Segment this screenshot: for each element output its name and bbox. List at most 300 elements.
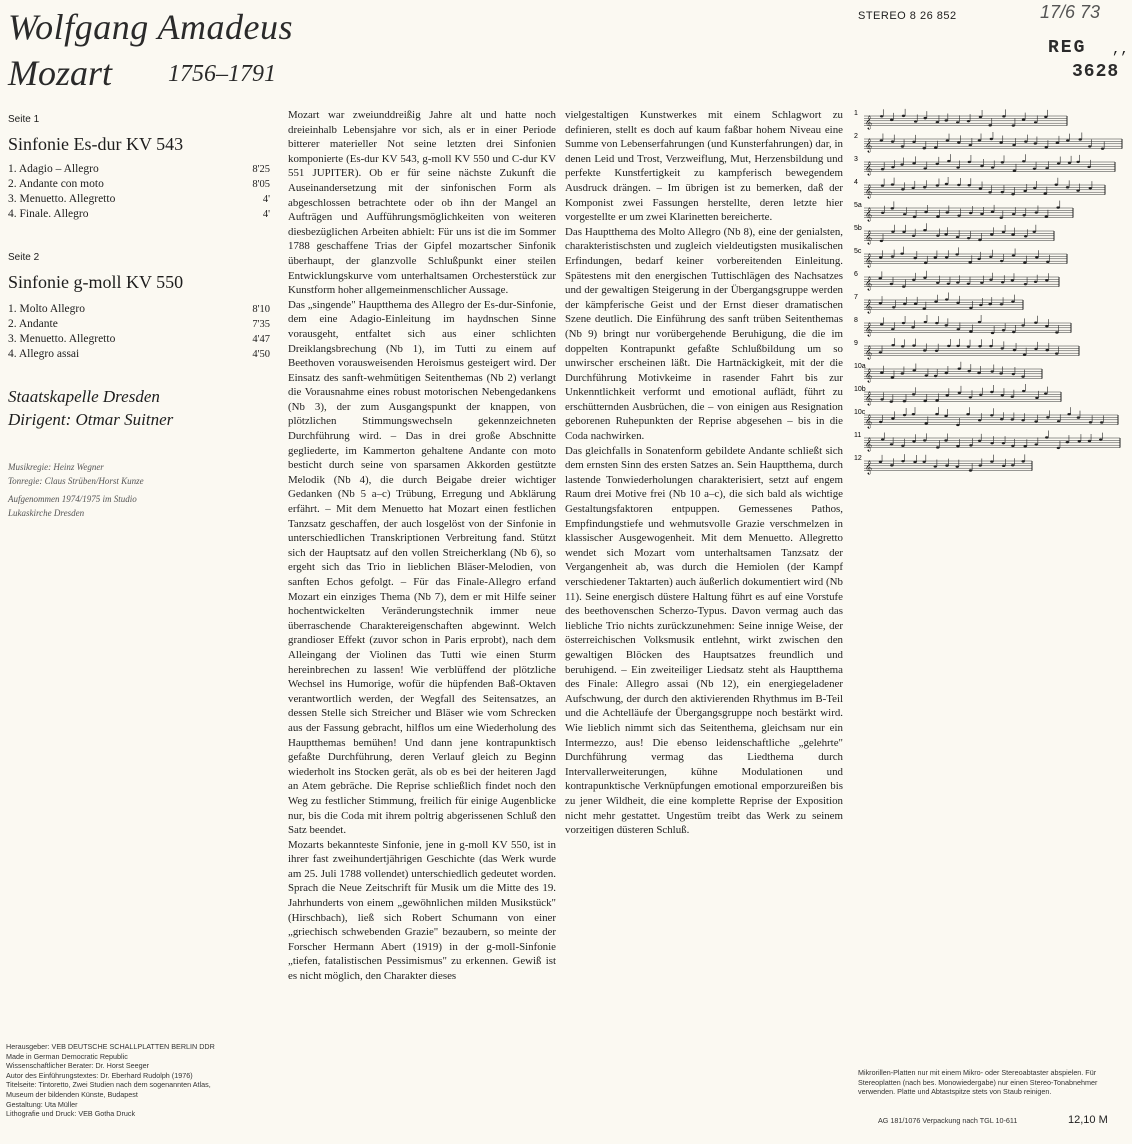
note-head: [969, 144, 972, 146]
note-head: [979, 394, 982, 396]
note-head: [936, 282, 939, 284]
note-head: [990, 370, 993, 372]
note-head: [957, 141, 960, 143]
note-head: [947, 345, 950, 347]
stamp-date: 17/6 73: [1040, 2, 1101, 22]
movement-duration: 8'10: [252, 304, 270, 315]
note-head: [956, 121, 959, 123]
note-head: [1056, 206, 1059, 208]
note-head: [1057, 420, 1060, 422]
note-head: [934, 147, 937, 149]
example-label: 12: [854, 455, 862, 462]
note-head: [891, 255, 894, 257]
note-head: [969, 444, 972, 446]
note-head: [989, 345, 992, 347]
note-head: [1034, 121, 1037, 123]
note-head: [879, 256, 882, 258]
note-head: [1044, 192, 1047, 194]
note-head: [1077, 416, 1080, 418]
note-head: [1013, 349, 1016, 351]
symphony-2-title: Sinfonie g-moll KV 550: [8, 272, 184, 292]
note-head: [955, 253, 958, 255]
note-head: [912, 235, 915, 237]
note-head: [1022, 160, 1025, 162]
music-examples: [852, 104, 1124, 480]
note-head: [880, 398, 883, 400]
note-head: [1021, 460, 1024, 462]
note-head: [902, 285, 905, 287]
note-head: [945, 298, 948, 300]
note-head: [945, 183, 948, 185]
note-head: [1035, 211, 1038, 213]
note-head: [934, 301, 937, 303]
catalog-number: STEREO 8 26 852: [858, 10, 957, 22]
example-label: 5c: [854, 248, 862, 255]
note-head: [1023, 190, 1026, 192]
note-head: [935, 399, 938, 401]
note-head: [1034, 420, 1037, 422]
note-head: [946, 211, 949, 213]
note-head: [891, 417, 894, 419]
note-head: [934, 375, 937, 377]
note-head: [1023, 354, 1026, 356]
note-head: [881, 184, 884, 186]
note-head: [1089, 421, 1092, 423]
note-head: [991, 166, 994, 168]
note-head: [1076, 161, 1079, 163]
music-example: [854, 454, 1032, 474]
note-head: [956, 281, 959, 283]
note-head: [989, 256, 992, 258]
note-head: [1035, 256, 1038, 258]
note-head: [978, 440, 981, 442]
note-head: [945, 119, 948, 121]
note-head: [958, 368, 961, 370]
note-head: [890, 400, 893, 402]
note-head: [936, 163, 939, 165]
composer-last-name: Mozart: [8, 53, 113, 93]
example-label: 10a: [854, 363, 866, 370]
note-head: [891, 140, 894, 142]
example-label: 6: [854, 271, 858, 278]
note-head: [980, 213, 983, 215]
note-head: [1088, 440, 1091, 442]
note-head: [890, 119, 893, 121]
note-head: [925, 422, 928, 424]
note-head: [923, 308, 926, 310]
note-head: [967, 345, 970, 347]
note-head: [1046, 349, 1049, 351]
note-head: [1099, 438, 1102, 440]
note-head: [967, 370, 970, 372]
note-head: [912, 440, 915, 442]
movement-name: 3. Menuetto. Allegretto: [8, 333, 116, 345]
note-head: [1012, 213, 1015, 215]
note-head: [979, 116, 982, 118]
note-head: [903, 400, 906, 402]
note-head: [880, 139, 883, 141]
movement-item: [8, 332, 270, 347]
note-head: [902, 231, 905, 233]
note-head: [1024, 445, 1027, 447]
music-example: [854, 315, 1071, 336]
stamp-number: 3628: [1072, 62, 1120, 82]
liner-paragraph: vielgestaltigen Kunstwerkes mit einem Schlagwort zu definieren, stellt es doch auf kaum faßbar hohem Niveau eine Summe von Lebenserfahrungen (und Kunsterfahrungen) dar, in denen Leid und Trost, Verzweiflung, Mut, Herzensbildung und perfekte Kunstfertigkeit zu kampferisch bewegendem Ausdruck drängen. – Im übrigen ist zu bemerken, daß der Komponist zwei Fassungen herstellte, deren letzte hier vorgestellte er um zwei Klarinetten bereicherte.: [565, 109, 843, 224]
note-head: [936, 446, 939, 448]
production-credits: [8, 460, 278, 488]
movement-duration: 8'25: [252, 164, 270, 175]
symphony-1-title: Sinfonie Es-dur KV 543: [8, 134, 184, 154]
note-head: [923, 400, 926, 402]
note-head: [925, 374, 928, 376]
note-head: [977, 372, 980, 374]
note-head: [924, 211, 927, 213]
clef-icon: 𝄞: [865, 230, 873, 244]
note-head: [903, 303, 906, 305]
note-head: [911, 187, 914, 189]
note-head: [1001, 347, 1004, 349]
note-head: [914, 120, 917, 122]
movement-duration: 4'47: [252, 334, 270, 345]
note-head: [1045, 146, 1048, 148]
note-head: [1089, 187, 1092, 189]
note-head: [1024, 140, 1027, 142]
note-head: [879, 461, 882, 463]
music-example: [854, 109, 1067, 129]
credit-line: Lukaskirche Dresden: [8, 508, 85, 518]
credit-line: Musikregie: Heinz Wegner: [8, 462, 104, 472]
note-head: [924, 262, 927, 264]
note-head: [957, 184, 960, 186]
note-head: [967, 283, 970, 285]
note-head: [990, 442, 993, 444]
clef-icon: 𝄞: [865, 322, 873, 336]
note-head: [923, 439, 926, 441]
note-head: [1012, 124, 1015, 126]
note-head: [913, 369, 916, 371]
note-head: [979, 187, 982, 189]
example-label: 10c: [854, 409, 866, 416]
note-head: [991, 211, 994, 213]
note-head: [991, 332, 994, 334]
note-head: [881, 438, 884, 440]
note-head: [879, 421, 882, 423]
clef-icon: 𝄞: [865, 391, 873, 405]
note-head: [989, 278, 992, 280]
example-label: 8: [854, 317, 858, 324]
note-head: [1034, 142, 1037, 144]
note-head: [969, 307, 972, 309]
note-head: [967, 237, 970, 239]
note-head: [880, 372, 883, 374]
note-head: [879, 351, 882, 353]
note-head: [901, 460, 904, 462]
movement-item: [8, 317, 270, 332]
note-head: [957, 328, 960, 330]
movement-duration: 7'35: [252, 319, 270, 330]
movement-name: 4. Allegro assai: [8, 348, 80, 360]
example-label: 11: [854, 432, 862, 439]
liner-paragraph: Mozart war zweiunddreißig Jahre alt und hatte noch dreieinhalb Lebensjahre vor sich, als er in einer Periode bitterer materieller Not seine letzten drei Sinfonien komponierte (Es-dur KV 543, g-moll KV 550 und C-dur KV 551 JUPITER). Ob er für seine nächste Zukunft die Auseinandersetzung mit der sinfonischen Form als abgeschlossen betrachtete oder ob ihn der Mangel an Aufträgen und Aufführungsmöglichkeiten von weiteren diesbezüglichen Arbeiten abhielt: Für uns ist die im Sommer 1788 geschaffene Trias der Gipfel mozartscher Sinfonik überhaupt, der glanzvolle Schlußpunkt einer steilen Entwicklungskurve vom unterhaltsamen Orchesterstück zur Kunstform hoher allgemeinmenschlicher Aussage.: [288, 109, 556, 297]
note-head: [1046, 261, 1049, 263]
orchestra-name: Staatskapelle Dresden: [8, 387, 160, 406]
clef-icon: 𝄞: [865, 184, 873, 198]
note-head: [923, 186, 926, 188]
note-head: [1045, 167, 1048, 169]
note-head: [956, 166, 959, 168]
note-head: [1087, 166, 1090, 168]
music-example: [854, 223, 1054, 244]
note-head: [944, 439, 947, 441]
note-head: [1000, 260, 1003, 262]
movement-item: [8, 162, 270, 177]
movement-name: 1. Adagio – Allegro: [8, 163, 99, 175]
note-head: [891, 183, 894, 185]
note-head: [1067, 413, 1070, 415]
publisher-line: Museum der bildenden Künste, Budapest: [6, 1089, 138, 1099]
music-example: [854, 132, 1122, 152]
note-head: [924, 117, 927, 119]
note-head: [900, 163, 903, 165]
note-head: [969, 396, 972, 398]
note-head: [1024, 283, 1027, 285]
note-head: [988, 303, 991, 305]
note-head: [936, 184, 939, 186]
conductor-name: Dirigent: Otmar Suitner: [8, 410, 174, 429]
note-head: [935, 350, 938, 352]
movement-item: [8, 207, 270, 222]
note-head: [879, 302, 882, 304]
note-head: [891, 230, 894, 232]
note-head: [945, 256, 948, 258]
example-label: 5a: [854, 202, 862, 209]
note-head: [1068, 162, 1071, 164]
note-head: [1100, 421, 1103, 423]
note-head: [980, 165, 983, 167]
note-head: [901, 345, 904, 347]
note-head: [1088, 145, 1091, 147]
composer-years: 1756–1791: [168, 61, 276, 87]
note-head: [958, 392, 961, 394]
clef-icon: 𝄞: [865, 299, 873, 313]
note-head: [903, 213, 906, 215]
note-head: [912, 162, 915, 164]
note-head: [1055, 184, 1058, 186]
note-head: [902, 322, 905, 324]
note-head: [979, 464, 982, 466]
note-head: [956, 424, 959, 426]
note-head: [944, 415, 947, 417]
example-label: 3: [854, 156, 858, 163]
note-head: [1011, 233, 1014, 235]
note-head: [879, 277, 882, 279]
note-head: [956, 236, 959, 238]
example-label: 9: [854, 340, 858, 347]
note-head: [1034, 281, 1037, 283]
note-head: [956, 445, 959, 447]
note-head: [891, 376, 894, 378]
note-head: [911, 326, 914, 328]
movement-duration: 8'05: [252, 179, 270, 190]
clef-icon: 𝄞: [865, 207, 873, 221]
example-label: 4: [854, 179, 858, 186]
note-head: [1001, 281, 1004, 283]
note-head: [946, 139, 949, 141]
note-head: [966, 413, 969, 415]
note-head: [1057, 447, 1060, 449]
clef-icon: 𝄞: [865, 460, 873, 474]
note-head: [1045, 216, 1048, 218]
playback-footnote: Mikrorillen-Platten nur mit einem Mikro- oder Stereoabtaster abspielen. Für Stereoplatten (nach bes. Monowiedergabe) nur einen Stereo-Tonabnehmer verwenden. Platte und Abtastspitze stets von Staub reinigen.: [858, 1068, 1098, 1097]
note-head: [912, 393, 915, 395]
note-head: [956, 302, 959, 304]
note-head: [1000, 418, 1003, 420]
note-head: [934, 465, 937, 467]
note-head: [1011, 279, 1014, 281]
note-head: [1066, 139, 1069, 141]
publisher-line: Herausgeber: VEB DEUTSCHE SCHALLPLATTEN BERLIN DDR: [6, 1042, 215, 1051]
note-head: [914, 257, 917, 259]
note-head: [1046, 416, 1049, 418]
note-head: [1022, 390, 1025, 392]
note-head: [934, 256, 937, 258]
note-head: [978, 239, 981, 241]
note-head: [969, 212, 972, 214]
note-head: [913, 461, 916, 463]
movement-name: 3. Menuetto. Allegretto: [8, 193, 116, 205]
note-head: [978, 321, 981, 323]
publisher-info: [6, 1042, 276, 1119]
liner-paragraph: Das Hauptthema des Molto Allegro (Nb 8), eine der genialsten, charakteristischsten und zugleich vieldeutigsten musikalischen Erfindungen, bedarf keiner vorbereitenden Einleitung. Spätestens mit den energischen Tuttischlägen des Nachsatzes und der gewaltigen Steigerung in der Übergangsgruppe werden der kämpferische Geist und der Ernst dieser dramatischen Szene deutlich. Die Einführung des sanft trüben Seitenthemas (Nb 9) bringt nur vorübergehende Beruhigung, die die im doppelten Kontrapunkt gefaßte Schlußbildung um so unwirscher erscheinen läßt. Die Hartnäckigkeit, mit der die Durchführung Motivkeime in rasender Fahrt bis zur Unkenntlichkeit verformt und emotional auflädt, führt zu erschütternden Ausbrüchen, die – von einigen aus Resignation geborenen Ruhepunkten der Reprise abgesehen – bis in die Coda nachwirken.: [565, 225, 843, 443]
movement-name: 4. Finale. Allegro: [8, 208, 89, 220]
note-head: [945, 324, 948, 326]
stamp-reg: REG: [1048, 38, 1087, 58]
note-head: [891, 207, 894, 209]
note-head: [947, 283, 950, 285]
note-head: [901, 445, 904, 447]
note-head: [935, 413, 938, 415]
note-head: [890, 283, 893, 285]
note-head: [923, 167, 926, 169]
note-head: [1011, 193, 1014, 195]
note-head: [880, 115, 883, 117]
note-head: [912, 344, 915, 346]
note-head: [1012, 144, 1015, 146]
note-head: [923, 349, 926, 351]
note-head: [1021, 419, 1024, 421]
note-head: [1066, 186, 1069, 188]
movement-name: 2. Andante: [8, 318, 58, 330]
note-head: [1001, 191, 1004, 193]
note-head: [1057, 162, 1060, 164]
note-head: [990, 233, 993, 235]
movement-item: [8, 347, 270, 362]
note-head: [1001, 161, 1004, 163]
publisher-line: Made in German Democratic Republic: [6, 1051, 128, 1061]
note-head: [967, 120, 970, 122]
side-1-label: Seite 1: [8, 114, 40, 125]
note-head: [1035, 397, 1038, 399]
note-head: [1000, 217, 1003, 219]
clef-icon: 𝄞: [865, 345, 873, 359]
note-head: [1002, 329, 1005, 331]
note-head: [1055, 352, 1058, 354]
note-head: [1011, 418, 1014, 420]
liner-paragraph: Mozarts bekannteste Sinfonie, jene in g-moll KV 550, ist in ihrer fast zweihundertjährigen Geschichte (das Werk wurde am 25. Juli 1788 vollendet) unterschiedlich gedeutet worden. Sprach die Neue Zeitschrift für Musik um die Mitte des 19. Jahrhunderts von einem „gewöhnlichen milden Musikstück" (Hirschbach), ließ sich Robert Schumann von einer „griechisch schwebenden Grazie" bezaubern, so meinte der Forscher Hermann Abert (1919) in der g-moll-Sinfonie „tiefen, fatalistischen Pessimismus" zu erkennen. Gewiß ist es nicht möglich, den Charakter dieses: [288, 838, 556, 983]
music-example: [854, 201, 1073, 221]
composer-first-name: Wolfgang Amadeus: [8, 7, 294, 47]
publisher-line: Autor des Einführungstextes: Dr. Eberhard Rudolph (1976): [6, 1070, 193, 1080]
note-head: [990, 391, 993, 393]
note-head: [1055, 331, 1058, 333]
publisher-line: Gestaltung: Uta Müller: [6, 1099, 78, 1109]
note-head: [881, 212, 884, 214]
note-head: [1002, 442, 1005, 444]
note-head: [947, 160, 950, 162]
note-head: [1044, 116, 1047, 118]
note-head: [923, 147, 926, 149]
movement-item: [8, 192, 270, 207]
note-head: [923, 461, 926, 463]
liner-notes-column-1: [288, 108, 556, 984]
publisher-line: Wissenschaftlicher Berater: Dr. Horst Seeger: [6, 1061, 150, 1071]
note-head: [892, 306, 895, 308]
note-head: [968, 161, 971, 163]
note-head: [901, 145, 904, 147]
note-head: [1021, 375, 1024, 377]
note-head: [890, 464, 893, 466]
note-head: [1078, 440, 1081, 442]
note-head: [978, 419, 981, 421]
note-head: [969, 330, 972, 332]
note-head: [891, 344, 894, 346]
clef-icon: 𝄞: [865, 161, 873, 175]
note-head: [988, 124, 991, 126]
credit-line: Tonregie: Claus Strüben/Horst Kunze: [8, 476, 144, 486]
note-head: [880, 240, 883, 242]
clef-icon: 𝄞: [865, 253, 873, 267]
clef-icon: 𝄞: [865, 115, 873, 129]
example-label: 2: [854, 133, 858, 140]
movement-duration: 4': [262, 209, 270, 220]
example-label: 7: [854, 294, 858, 301]
note-head: [891, 166, 894, 168]
credit-line: Aufgenommen 1974/1975 im Studio: [8, 494, 137, 504]
note-head: [999, 141, 1002, 143]
symphony-2-movements: [8, 302, 270, 362]
music-example: [854, 430, 1120, 451]
music-example: [854, 362, 1042, 382]
price-note: AG 181/1076 Verpackung nach TGL 10-611: [878, 1116, 1018, 1125]
recording-credit: [8, 492, 278, 520]
note-head: [923, 277, 926, 279]
music-example: [854, 338, 1079, 359]
music-example: [854, 154, 1115, 175]
note-head: [988, 191, 991, 193]
note-head: [1012, 254, 1015, 256]
note-head: [945, 464, 948, 466]
note-head: [1013, 170, 1016, 172]
note-head: [968, 261, 971, 263]
music-example: [854, 407, 1118, 428]
note-head: [1024, 235, 1027, 237]
note-head: [1023, 262, 1026, 264]
note-head: [956, 465, 959, 467]
note-head: [946, 394, 949, 396]
note-head: [1012, 331, 1015, 333]
music-example: [854, 384, 1061, 405]
note-head: [1012, 373, 1015, 375]
